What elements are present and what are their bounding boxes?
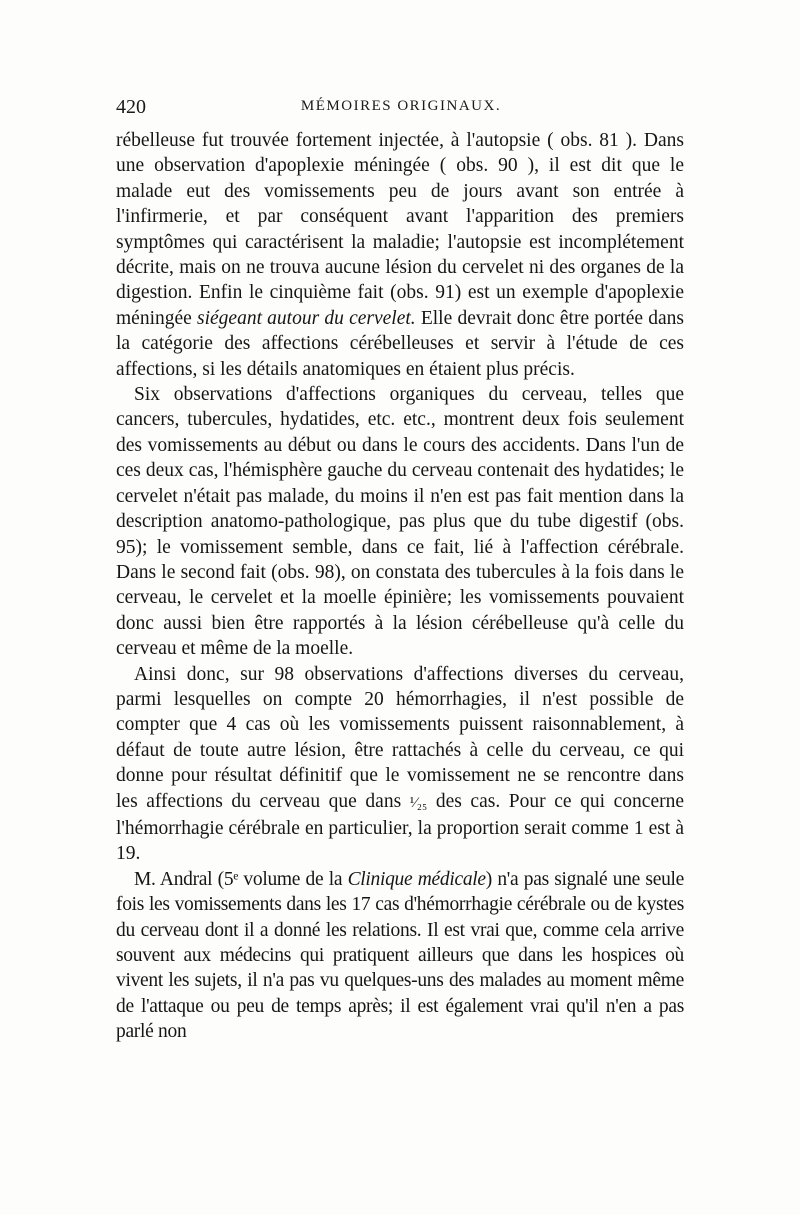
page-number: 420 xyxy=(116,96,146,118)
paragraph-3-fraction: ¹⁄₂₅ xyxy=(409,794,428,811)
paragraph-4-after: ) n'a pas signalé une seule fois les vomissements dans les 17 cas d'hémorrhagie cérébrale ou de kystes du cerveau dont il a donné les relations. Il est vrai que, comme cela arrive souvent aux médecins qui pratiquent ailleurs que dans les hospices où vivent les sujets, il n'a pas vu quelques-uns des malades au moment même de l'attaque ou peu de temps après; il est également vrai qu'il n'en a pas parlé non xyxy=(116,868,685,1043)
body-text xyxy=(116,128,684,1045)
paragraph-4-italic: Clinique médicale xyxy=(347,868,486,890)
paragraph-2-text: Six observations d'affections organiques du cerveau, telles que cancers, tubercules, hydatides, etc. etc., montrent deux fois seulement des vomissements au début ou dans le cours des accidents. Dans l'un de ces deux cas, l'hémisphère gauche du cerveau contenait des hydatides; le cervelet n'était pas malade, du moins il n'en est pas fait mention dans la description anatomo-pathologique, pas plus que du tube digestif (obs. 95); le vomissement semble, dans ce fait, lié à l'affection cérébrale. Dans le second fait (obs. 98), on constata des tubercules à la fois dans le cerveau, le cervelet et la moelle épinière; les vomissements pouvaient donc aussi bien être rapportés à la lésion cérébelleuse qu'à celle du cerveau et même de la moelle. xyxy=(116,384,684,660)
paragraph-3-after: des cas. Pour ce qui concerne l'hémorrhagie cérébrale en particulier, la proportion serait comme 1 est à 19. xyxy=(116,790,684,865)
paragraph-1-italic: siégeant autour du cervelet. xyxy=(197,307,416,329)
paragraph-3-text: Ainsi donc, sur 98 observations d'affections diverses du cerveau, parmi lesquelles on compte 20 hémorrhagies, il n'est possible de compter que 4 cas où les vomissements puissent raisonnablement, à défaut de toute autre lésion, être rattachés à celle du cerveau, ce qui donne pour résultat définitif que le vomissement ne se rencontre dans les affections du cerveau que dans xyxy=(116,663,684,812)
paragraph-1 xyxy=(116,128,684,382)
paragraph-4 xyxy=(116,867,684,1045)
running-head xyxy=(116,96,686,122)
running-title: MÉMOIRES ORIGINAUX. xyxy=(300,98,502,114)
paragraph-1-text: rébelleuse fut trouvée fortement injectée, à l'autopsie ( obs. 81 ). Dans une observation d'apoplexie méningée ( obs. 90 ), il est dit que le malade eut des vomissements peu de jours avant son entrée à l'infirmerie, et par conséquent avant l'apparition des premiers symptômes qui caractérisent la maladie; l'autopsie est incomplétement décrite, mais on ne trouva aucune lésion du cervelet ni des organes de la digestion. Enfin le cinquième fait (obs. 91) est un exemple d'apoplexie méningée xyxy=(116,130,684,329)
paragraph-3 xyxy=(116,662,684,867)
paragraph-2 xyxy=(116,382,684,661)
paragraph-1-after: Elle devrait donc être portée dans la catégorie des affections cérébelleuses et servir à l'étude de ces affections, si les détails anatomiques en étaient plus précis. xyxy=(116,307,684,380)
paragraph-4-text: M. Andral (5ᵉ volume de la xyxy=(134,868,348,890)
